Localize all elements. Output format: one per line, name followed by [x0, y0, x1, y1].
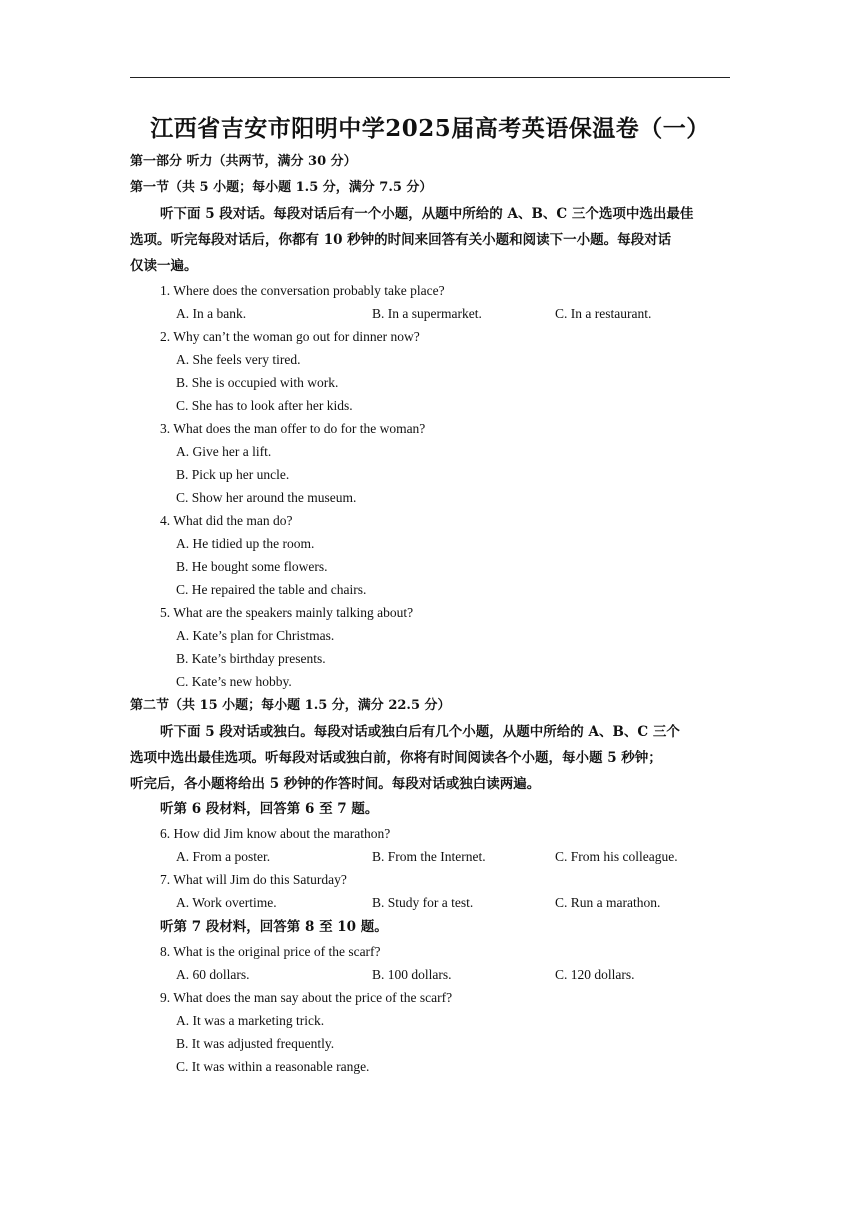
- section1-instruction-line: 选项。听完每段对话后，你都有 10 秒钟的时间来回答有关小题和阅读下一小题。每段对话: [130, 232, 672, 248]
- question-4-option-c: C. He repaired the table and chairs.: [176, 582, 367, 597]
- question-3-option-c: C. Show her around the museum.: [176, 490, 357, 505]
- question-7-option-b: B. Study for a test.: [372, 895, 474, 910]
- page-title: 江西省吉安市阳明中学2025届高考英语保温卷（一）: [150, 115, 710, 142]
- question-6-stem: 6. How did Jim know about the marathon?: [160, 826, 391, 841]
- question-3-stem: 3. What does the man offer to do for the woman?: [160, 421, 426, 436]
- question-8-option-a: A. 60 dollars.: [176, 967, 250, 982]
- question-8-stem: 8. What is the original price of the scarf?: [160, 944, 381, 959]
- question-8-option-c: C. 120 dollars.: [555, 967, 635, 982]
- question-8-option-b: B. 100 dollars.: [372, 967, 452, 982]
- question-7-option-a: A. Work overtime.: [176, 895, 277, 910]
- question-4-stem: 4. What did the man do?: [160, 513, 293, 528]
- question-9-option-c: C. It was within a reasonable range.: [176, 1059, 370, 1074]
- question-4-option-a: A. He tidied up the room.: [176, 536, 315, 551]
- question-7-stem: 7. What will Jim do this Saturday?: [160, 872, 347, 887]
- section2-instruction-line: 听完后，各小题将给出 5 秒钟的作答时间。每段对话或独白读两遍。: [130, 776, 541, 792]
- section1-heading: 第一节（共 5 小题；每小题 1.5 分，满分 7.5 分）: [130, 180, 433, 195]
- question-9-stem: 9. What does the man say about the price of the scarf?: [160, 990, 453, 1005]
- material-7-heading: 听第 7 段材料，回答第 8 至 10 题。: [160, 919, 388, 935]
- question-1-option-b: B. In a supermarket.: [372, 306, 482, 321]
- question-7-option-c: C. Run a marathon.: [555, 895, 661, 910]
- question-6-option-c: C. From his colleague.: [555, 849, 678, 864]
- question-5-option-a: A. Kate’s plan for Christmas.: [176, 628, 335, 643]
- question-5-option-c: C. Kate’s new hobby.: [176, 674, 292, 689]
- question-1-stem: 1. Where does the conversation probably take place?: [160, 283, 445, 298]
- question-2-stem: 2. Why can’t the woman go out for dinner now?: [160, 329, 420, 344]
- question-6-option-b: B. From the Internet.: [372, 849, 486, 864]
- question-9-option-b: B. It was adjusted frequently.: [176, 1036, 335, 1051]
- question-2-option-a: A. She feels very tired.: [176, 352, 301, 367]
- question-5-option-b: B. Kate’s birthday presents.: [176, 651, 326, 666]
- section1-instruction-line: 仅读一遍。: [130, 258, 198, 274]
- section2-heading: 第二节（共 15 小题；每小题 1.5 分，满分 22.5 分）: [130, 698, 451, 713]
- material-6-heading: 听第 6 段材料，回答第 6 至 7 题。: [160, 801, 379, 817]
- question-4-option-b: B. He bought some flowers.: [176, 559, 328, 574]
- question-2-option-c: C. She has to look after her kids.: [176, 398, 353, 413]
- header-rule: [130, 77, 730, 78]
- question-2-option-b: B. She is occupied with work.: [176, 375, 339, 390]
- question-5-stem: 5. What are the speakers mainly talking about?: [160, 605, 414, 620]
- question-1-option-a: A. In a bank.: [176, 306, 247, 321]
- section2-instruction-line: 选项中选出最佳选项。听每段对话或独白前，你将有时间阅读各个小题，每小题 5 秒钟；: [130, 750, 662, 766]
- question-9-option-a: A. It was a marketing trick.: [176, 1013, 325, 1028]
- question-3-option-a: A. Give her a lift.: [176, 444, 272, 459]
- section1-instruction-line: 听下面 5 段对话。每段对话后有一个小题，从题中所给的 A、B、C 三个选项中选出最佳: [160, 206, 694, 222]
- section2-instruction-line: 听下面 5 段对话或独白。每段对话或独白后有几个小题，从题中所给的 A、B、C 三个: [160, 724, 680, 740]
- part1-heading: 第一部分 听力（共两节，满分 30 分）: [130, 154, 357, 169]
- question-3-option-b: B. Pick up her uncle.: [176, 467, 290, 482]
- question-6-option-a: A. From a poster.: [176, 849, 271, 864]
- question-1-option-c: C. In a restaurant.: [555, 306, 652, 321]
